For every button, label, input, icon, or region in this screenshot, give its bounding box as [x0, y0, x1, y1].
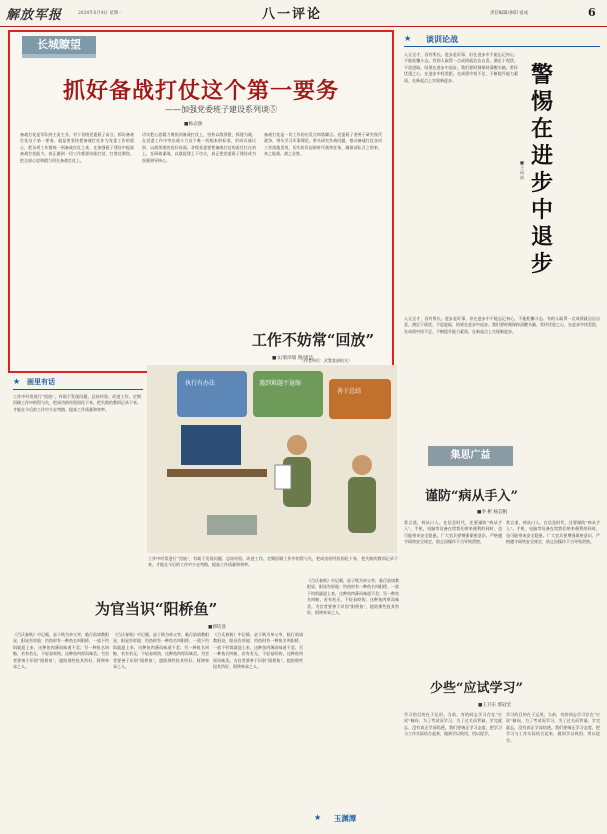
right-body-filler	[404, 440, 600, 444]
editors-line: 责任编辑/孙阳 宿成	[490, 11, 529, 16]
huali-title: 工作不妨常“回放”	[251, 331, 375, 349]
page-number: 6	[588, 6, 596, 19]
star-icon: ★	[404, 34, 412, 43]
screen-sign-1: 执行有办法	[185, 380, 216, 387]
crate	[207, 515, 257, 535]
star-icon: ★	[13, 377, 21, 386]
featured-body-col1: 备战打仗是军队的主责主业。对于各级党委班子而言，抓好备战打仗这个第一要务，就是要坚持把备战打仗作为党委工作的重心，把各项工作都统一到备战打仗上来，在加强班子建设中提高备战打仗能力。真正做到一切工作都要向能打仗、打胜仗聚焦，把全部心思和精力用在备战打仗上。	[20, 132, 134, 163]
featured-author-note: （作者单位：武警某部机关）	[300, 358, 352, 363]
desk	[167, 469, 267, 477]
featured-body-col2: 切实把心思精力聚焦到备战打仗上，坚持以战领建，抓建为战，在党委工作中突出战斗力这个唯一的根本的标准，形成议战议训、以战领建的良好局面。各级党委要把备战打仗的责任扛在肩上，在研战谋战、以战促建上下功夫，真正把党委班子建设成为坚强领导核心。	[142, 132, 256, 163]
yangqiaoyu-body-col3: 《吕氏春秋》中记载，宓子贱为单父宰，临行前请教阳昼，阳昼告诉他：钓鱼时有一种鱼名叫阳桥，一放下钓饵就迎上来，这种鱼肉薄而味道不美；另一种鱼名叫鲂，若有若无，不轻易咬钩，这种鱼肉厚而味美。为官者要善于识别“阳桥鱼”，提防那些投其所好、阿谀奉承之人。	[213, 632, 303, 670]
column-label-jisi: 集思广益	[428, 446, 513, 466]
featured-headline: 抓好备战打仗这个第一要务	[62, 78, 339, 104]
jisi-body-2-col2: 学习的目的在于运用。当前，有的同志学习存在“应试”倾向，为了考试而学习，为了过关而背诵，学完就忘，没有真正学深悟透。我们要端正学习态度，把学习与工作实际结合起来，做到学以致用、用以促学。	[506, 712, 600, 743]
section-title: 八一评论	[262, 7, 323, 22]
star-icon: ★	[314, 813, 322, 822]
divider	[404, 46, 600, 47]
jisi-body-1-col1: 常言道，病从口入。在信息时代，还要谨防“病从手入”。手机、电脑等设备在给我们带来便利的同时，也可能带来安全隐患。广大官兵要增强保密意识，严格遵守网络安全规定，防止因操作不当导致泄密。	[404, 520, 502, 545]
soldier-head	[287, 435, 307, 455]
kicker-underline	[22, 54, 96, 58]
divider	[13, 389, 143, 390]
jisi-title-2: 少些“应试学习”	[430, 681, 523, 696]
screen-panel-3	[329, 379, 391, 419]
tanlun-vertical-title: 警惕在进步中退步	[530, 62, 553, 277]
jisi-title-1: 谨防“病从手入”	[425, 489, 518, 504]
tanlun-body-col2: 人无全才，各有所长。进步是好事，但在进步中不能忘记初心，不能松懈斗志。有的人取得一点成绩就沾沾自喜，满足于现状，不思进取，结果在进步中退步。我们要时刻保持清醒头脑，常怀忧患之心，在进步中找差距，在成绩中找不足，不断提升能力素质，在新起点上实现新进步。	[404, 316, 600, 334]
column-label-huali: 画里有话	[27, 377, 55, 386]
screen-panel-1	[177, 371, 247, 417]
huali-byline: ■文/梁泽瑞 图/周洁	[272, 356, 314, 361]
huali-body-col1: 工作中经常进行“回放”，有助于发现问题、总结经验、改进工作。定期回顾工作中的得与失，把成功的经验固化下来，把失败的教训记录下来，才能在今后的工作中少走弯路，提高工作质量和效率。	[13, 394, 141, 412]
yangqiaoyu-title: 为官当识“阳桥鱼”	[95, 600, 218, 618]
page-header	[0, 0, 607, 27]
screen-sign-3: 善于总结	[337, 388, 362, 395]
yangqiaoyu-body-col2: 《吕氏春秋》中记载，宓子贱为单父宰，临行前请教阳昼，阳昼告诉他：钓鱼时有一种鱼名叫阳桥，一放下钓饵就迎上来，这种鱼肉薄而味道不美；另一种鱼名叫鲂，若有若无，不轻易咬钩，这种鱼肉厚而味美。为官者要善于识别“阳桥鱼”，提防那些投其所好、阿谀奉承之人。	[113, 632, 209, 670]
yangqiaoyu-body-col4: 《吕氏春秋》中记载，宓子贱为单父宰，临行前请教阳昼，阳昼告诉他：钓鱼时有一种鱼名叫阳桥，一放下钓饵就迎上来，这种鱼肉薄而味道不美；另一种鱼名叫鲂，若有若无，不轻易咬钩，这种鱼肉厚而味美。为官者要善于识别“阳桥鱼”，提防那些投其所好、阿谀奉承之人。	[307, 578, 399, 616]
tanlun-body-col1: 人无全才，各有所长。进步是好事，但在进步中不能忘记初心，不能松懈斗志。有的人取得一点成绩就沾沾自喜，满足于现状，不思进取，结果在进步中退步。我们要时刻保持清醒头脑，常怀忧患之心，在进步中找差距，在成绩中找不足，不断提升能力素质，在新起点上实现新进步。	[404, 52, 518, 83]
jisi-byline-1: ■李 彬 杨芸帆	[477, 510, 508, 515]
column-kicker: 长城瞭望	[22, 36, 96, 54]
screen-sign-2: 遇到难题不退缩	[259, 380, 302, 387]
screen-panel-2	[253, 371, 323, 417]
issue-date: 2024年6月4日 星期一	[78, 11, 123, 16]
document-stack	[275, 465, 291, 489]
huali-body-col2: 工作中经常进行“回放”，有助于发现问题、总结经验、改进工作。定期回顾工作中的得与失，把成功的经验固化下来，把失败的教训记录下来，才能在今后的工作中少走弯路，提高工作质量和效率。	[148, 556, 398, 568]
yangqiaoyu-byline: ■郭培彦	[208, 625, 227, 630]
featured-byline: ■杨志强	[184, 122, 203, 127]
cartoon-illustration	[147, 365, 397, 553]
yangqiaoyu-body-col1: 《吕氏春秋》中记载，宓子贱为单父宰，临行前请教阳昼，阳昼告诉他：钓鱼时有一种鱼名叫阳桥，一放下钓饵就迎上来，这种鱼肉薄而味道不美；另一种鱼名叫鲂，若有若无，不轻易咬钩，这种鱼肉厚而味美。为官者要善于识别“阳桥鱼”，提防那些投其所好、阿谀奉承之人。	[13, 632, 109, 670]
newspaper-logo: 解放军报	[6, 8, 63, 23]
jisi-byline-2: ■王卫东 郭冠宏	[478, 703, 512, 708]
soldier-body-2	[348, 477, 376, 533]
column-label-yuyuan: 玉渊潭	[334, 814, 357, 823]
monitor	[181, 425, 241, 465]
jisi-body-1-col2: 常言道，病从口入。在信息时代，还要谨防“病从手入”。手机、电脑等设备在给我们带来便利的同时，也可能带来安全隐患。广大官兵要增强保密意识，严格遵守网络安全规定，防止因操作不当导致泄密。	[506, 520, 600, 545]
featured-subtitle: ——加强党委班子建设系列谈⑤	[165, 105, 277, 114]
featured-body-col3: 备战打仗是一切工作的出发点和落脚点。党委班子要善于研究现代战争，带头学习军事理论，带头研究作战问题，推动备战打仗各项工作落地见效，切实担负起新时代使命任务，确保部队召之即来、来之能战、战之必胜。	[264, 132, 382, 157]
jisi-body-2-col1: 学习的目的在于运用。当前，有的同志学习存在“应试”倾向，为了考试而学习，为了过关而背诵，学完就忘，没有真正学深悟透。我们要端正学习态度，把学习与工作实际结合起来，做到学以致用、用以促学。	[404, 712, 502, 737]
soldier-head-2	[352, 455, 372, 475]
tanlun-byline: ■王向前	[520, 160, 525, 180]
column-label-tanlun: 谈训论战	[426, 34, 458, 44]
